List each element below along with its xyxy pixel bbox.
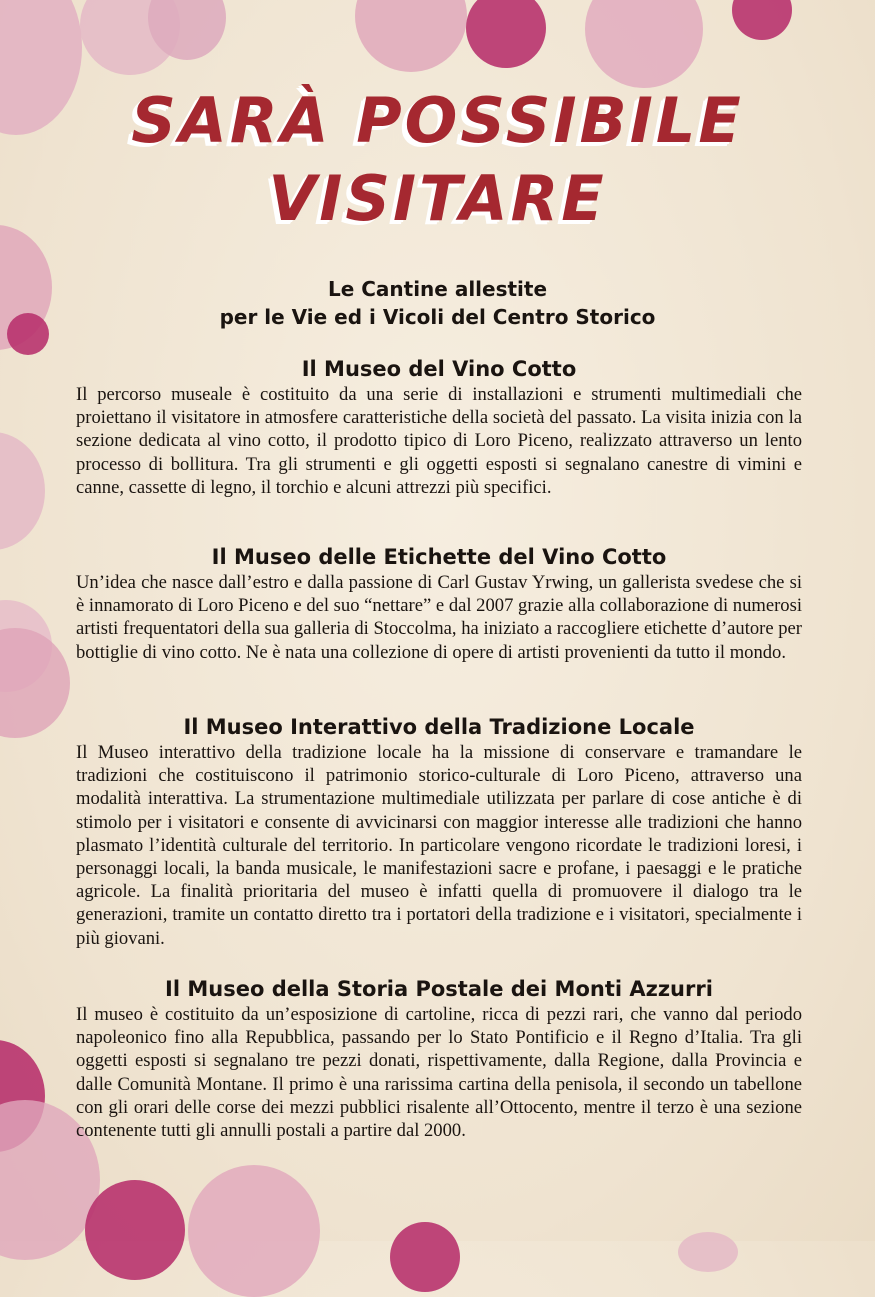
- section-heading: Il Museo Interattivo della Tradizione Locale: [183, 715, 695, 739]
- subtitle-line-2: per le Vie ed i Vicoli del Centro Storico: [219, 305, 656, 329]
- title-line-2: VISITARE: [268, 162, 607, 235]
- section-museo-vino-cotto: [76, 356, 802, 499]
- decorative-circle: [85, 1180, 185, 1280]
- decorative-circle: [0, 628, 70, 738]
- decorative-circle: [585, 0, 703, 88]
- subtitle-line-1: Le Cantine allestite: [327, 277, 548, 301]
- page-title: [0, 82, 875, 238]
- decorative-circle: [732, 0, 792, 40]
- section-body: Il museo è costituito da un’esposizione di cartoline, ricca di pezzi rari, che vanno dal periodo napoleonico fino alla Repubblica, passando per lo Stato Pontificio e il Regno d’Italia. Tra gli oggetti esposti si segnalano tre pezzi donati, rispettivamente, dalla Regione, dalla Provincia e dalle Comunità Montane. Il primo è una rarissima cartina della penisola, il secondo un tabellone con gli orari delle corse dei mezzi pubblici risalente all’Ottocento, mentre il terzo è una sezione contenente tutti gli annulli postali a partire dal 2000.: [76, 1004, 802, 1142]
- section-body: Un’idea che nasce dall’estro e dalla passione di Carl Gustav Yrwing, un gallerista svedese che si è innamorato di Loro Piceno e del suo “nettare” e dal 2007 grazie alla collaborazione di numerosi artisti frequentatori della sua galleria di Stoccolma, ha iniziato a raccogliere etichette d’autore per bottiglie di vino cotto. Ne è nata una collezione di opere di artisti provenienti da tutto il mondo.: [76, 572, 802, 663]
- section-heading: Il Museo della Storia Postale dei Monti Azzurri: [165, 977, 713, 1001]
- decorative-circle: [355, 0, 467, 72]
- section-museo-etichette: [76, 544, 802, 664]
- decorative-circle: [390, 1222, 460, 1292]
- subtitle: [0, 275, 875, 331]
- section-body: Il percorso museale è costituito da una serie di installazioni e strumenti multimediali che proiettano il visitatore in atmosfere caratteristiche della società del passato. La visita inizia con la sezione dedicata al vino cotto, il prodotto tipico di Loro Piceno, realizzato attraverso un lento processo di bollitura. Tra gli strumenti e gli oggetti esposti si segnalano canestre di vimini e canne, cassette di legno, il torchio e alcuni attrezzi più specifici.: [76, 384, 802, 498]
- title-line-1: SARÀ POSSIBILE: [131, 84, 744, 157]
- section-heading: Il Museo delle Etichette del Vino Cotto: [211, 545, 667, 569]
- section-museo-storia-postale: [76, 976, 802, 1142]
- section-body: Il Museo interattivo della tradizione locale ha la missione di conservare e tramandare le tradizioni che costituiscono il patrimonio storico-culturale di Loro Piceno, attraverso una modalità interattiva. La strumentazione multimediale utilizzata per parlare di cose antiche è di stimolo per i visitatori e consente di avvicinarsi con maggior interesse alle tradizioni che hanno plasmato l’identità culturale del territorio. In particolare vengono ricordate le tradizioni loresi, i personaggi locali, la banda musicale, le manifestazioni sacre e profane, i paesaggi e le pratiche agricole. La finalità prioritaria del museo è infatti quella di promuovere il dialogo tra le generazioni, tramite un contatto diretto tra i portatori della tradizione e i visitatori, specialmente i più giovani.: [76, 742, 802, 949]
- decorative-circle: [0, 432, 45, 550]
- decorative-circle: [188, 1165, 320, 1297]
- decorative-circle: [466, 0, 546, 68]
- section-heading: Il Museo del Vino Cotto: [301, 357, 577, 381]
- decorative-circle: [678, 1232, 738, 1272]
- section-museo-interattivo: [76, 714, 802, 950]
